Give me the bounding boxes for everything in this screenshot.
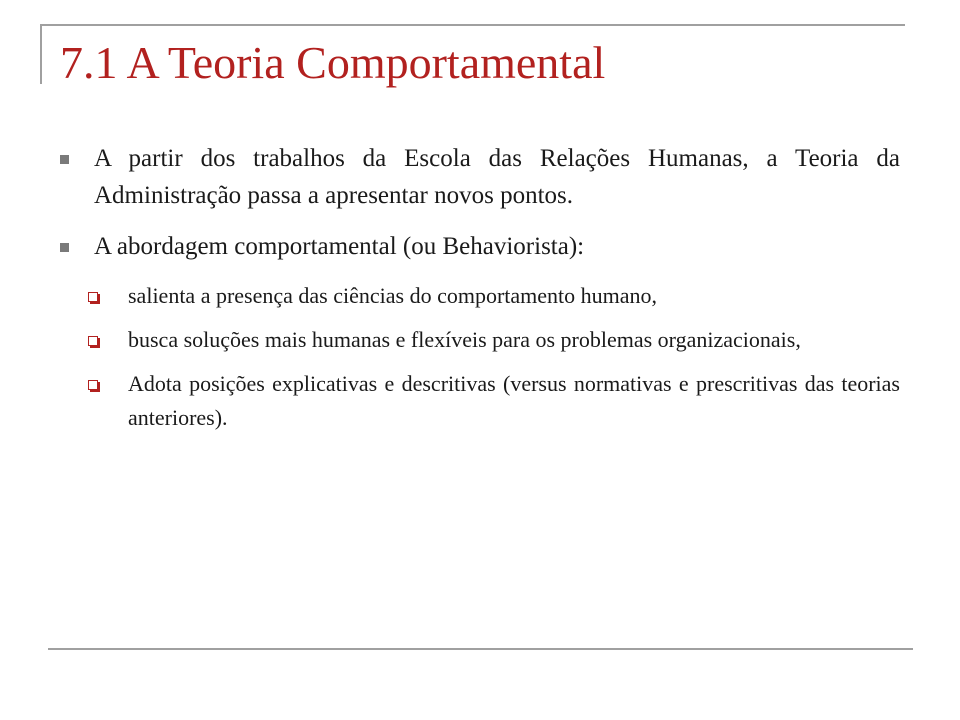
sub-bullet-text-1: salienta a presença das ciências do comportamento humano, <box>128 283 658 308</box>
sub-bullet-text-2: busca soluções mais humanas e flexíveis para os problemas organizacionais, <box>128 327 801 352</box>
top-rule <box>40 24 905 26</box>
hollow-square-bullet-icon <box>88 380 98 390</box>
bullet-text-2: A abordagem comportamental (ou Behaviorista): <box>94 233 585 260</box>
bottom-rule <box>48 648 913 650</box>
hollow-square-bullet-icon <box>88 336 98 346</box>
hollow-square-bullet-icon <box>88 292 98 302</box>
sub-bullet-item-3 <box>88 367 900 435</box>
sub-bullet-item-2 <box>88 323 900 357</box>
square-bullet-icon <box>60 243 69 252</box>
sub-bullet-item-1 <box>88 279 900 313</box>
slide-title: 7.1 A Teoria Comportamental <box>60 37 606 88</box>
slide-content <box>60 140 900 445</box>
bullet-item-1 <box>60 140 900 214</box>
bullet-item-2 <box>60 228 900 265</box>
square-bullet-icon <box>60 155 69 164</box>
sub-bullet-list <box>88 279 900 435</box>
bullet-text-1: A partir dos trabalhos da Escola das Relações Humanas, a Teoria da Administração passa a apresentar novos pontos. <box>94 145 900 209</box>
left-accent-rule <box>40 24 42 84</box>
sub-bullet-text-3: Adota posições explicativas e descritivas (versus normativas e prescritivas das teorias anteriores). <box>128 371 900 430</box>
